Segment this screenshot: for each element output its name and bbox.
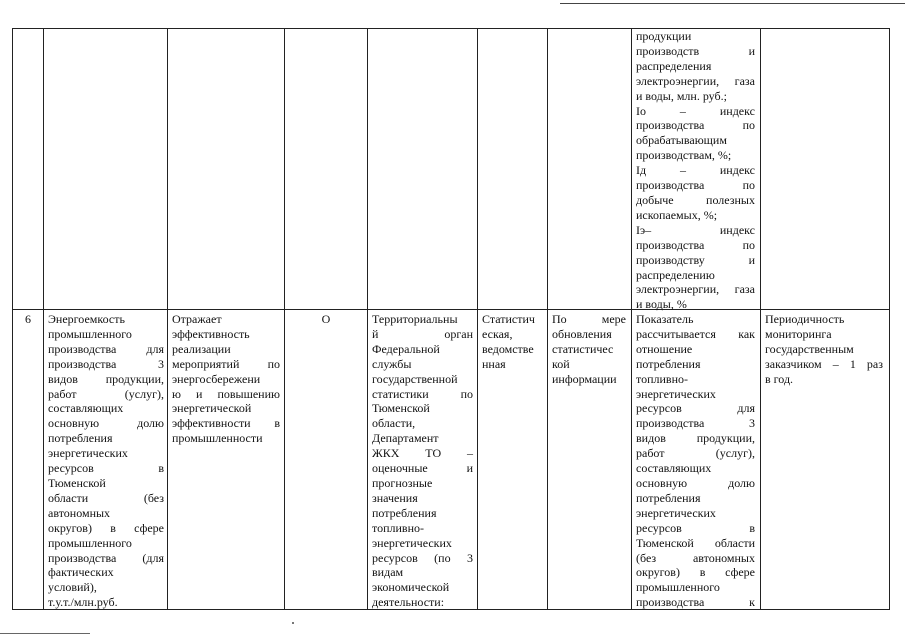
text-line: производствам, %;	[636, 148, 732, 163]
text-line: составляющих	[636, 461, 712, 476]
text-line: области (без	[48, 490, 164, 505]
text-line: нная	[482, 356, 506, 371]
text-line: государственной	[372, 371, 458, 386]
indicator-purpose-cell	[172, 312, 280, 446]
text-line: эффективность	[172, 326, 250, 341]
monitoring-cell	[765, 312, 883, 387]
data-source-cell	[372, 312, 473, 610]
text-line: округов) в сфере	[636, 565, 755, 580]
text-line: основную долю	[636, 475, 755, 490]
column-divider	[367, 28, 368, 610]
text-line: производства для	[48, 341, 164, 356]
text-line: производства по	[636, 118, 755, 133]
text-line: фактических	[48, 565, 114, 580]
indicator-type-text: О	[321, 312, 331, 326]
text-line: производства 3	[636, 416, 755, 431]
row-number	[13, 312, 43, 327]
table-border-right	[889, 28, 890, 610]
text-line: статистики по	[372, 386, 473, 401]
text-line: й орган	[372, 326, 473, 341]
formula-continuation-cell	[636, 29, 755, 312]
text-line: топливно-	[372, 520, 425, 535]
text-line: ресурсов в	[636, 520, 755, 535]
column-divider	[547, 28, 548, 610]
text-line: автономных	[48, 505, 111, 520]
text-line: ресурсов (по 3	[372, 550, 473, 565]
text-line: производств и	[636, 43, 755, 58]
text-line: Тюменской области	[636, 535, 755, 550]
text-line: и воды, %	[636, 297, 687, 312]
text-line: электроэнергии, газа	[636, 282, 755, 297]
text-line: потребления	[372, 505, 437, 520]
text-line: ископаемых, %;	[636, 207, 718, 222]
text-line: потребления	[48, 431, 113, 446]
text-line: энергетических	[636, 386, 716, 401]
text-line: отношение	[636, 341, 693, 356]
text-line: условий),	[48, 580, 97, 595]
text-line: прогнозные	[372, 475, 433, 490]
calculation-method-cell	[636, 312, 755, 610]
text-line: рассчитывается как	[636, 326, 755, 341]
text-line: статистичес	[552, 341, 614, 356]
column-divider	[43, 28, 44, 610]
text-line: ведомстве	[482, 341, 534, 356]
text-line: кой	[552, 356, 570, 371]
text-line: электроэнергии, газа	[636, 73, 755, 88]
text-line: значения	[372, 490, 418, 505]
text-line: ЖКХ ТО –	[372, 446, 473, 461]
text-line: производству и	[636, 252, 755, 267]
scan-speck	[292, 622, 294, 624]
text-line: топливно-	[636, 371, 689, 386]
text-line: Федеральной	[372, 341, 440, 356]
text-line: видов продукции,	[48, 371, 164, 386]
text-line: промышленности	[172, 431, 263, 446]
table-border-top	[12, 28, 890, 29]
text-line: энергетических	[48, 446, 128, 461]
row-divider	[12, 309, 890, 310]
text-line: (без автономных	[636, 550, 755, 565]
text-line: т.у.т./млн.руб.	[48, 595, 118, 610]
text-line: Территориальны	[372, 312, 458, 326]
column-divider	[631, 28, 632, 610]
text-line: и воды, млн. руб.;	[636, 88, 727, 103]
text-line: потребления	[636, 490, 701, 505]
text-line: мониторинга	[765, 326, 832, 341]
scan-mark-top	[560, 3, 905, 4]
text-line: Отражает	[172, 312, 222, 326]
text-line: производства к	[636, 595, 755, 610]
text-line: Статистич	[482, 312, 535, 326]
text-line: распределению	[636, 267, 715, 282]
text-line: информации	[552, 371, 617, 386]
text-line: ресурсов для	[636, 401, 755, 416]
data-form-cell	[482, 312, 546, 372]
text-line: промышленного	[48, 535, 132, 550]
text-line: энергосбережени	[172, 371, 261, 386]
text-line: составляющих	[48, 401, 124, 416]
text-line: службы	[372, 356, 412, 371]
text-line: обрабатывающим	[636, 133, 727, 148]
text-line: реализации	[172, 341, 231, 356]
text-line: обновления	[552, 326, 612, 341]
text-line: Iд – индекс	[636, 163, 755, 178]
text-line: потребления	[636, 356, 701, 371]
text-line: энергетических	[636, 505, 716, 520]
text-line: производства по	[636, 237, 755, 252]
text-line: в год.	[765, 371, 794, 386]
text-line: Департамент	[372, 431, 439, 446]
text-line: энергетических	[372, 535, 452, 550]
row-number-text: 6	[25, 312, 31, 326]
scan-mark-bottom	[0, 633, 90, 634]
column-divider	[760, 28, 761, 610]
update-frequency-cell	[552, 312, 626, 387]
text-line: заказчиком – 1 раз	[765, 356, 883, 371]
text-line: еская,	[482, 326, 513, 341]
column-divider	[167, 28, 168, 610]
text-line: производства 3	[48, 356, 164, 371]
text-line: деятельности:	[372, 595, 445, 610]
text-line: распределения	[636, 58, 712, 73]
text-line: видам	[372, 565, 404, 580]
text-line: Показатель	[636, 312, 694, 326]
text-line: Iэ– индекс	[636, 222, 755, 237]
text-line: Энергоемкость	[48, 312, 125, 326]
text-line: государственным	[765, 341, 854, 356]
text-line: добыче полезных	[636, 192, 755, 207]
text-line: основную долю	[48, 416, 164, 431]
text-line: промышленного	[636, 580, 720, 595]
text-line: промышленного	[48, 326, 132, 341]
text-line: эффективности в	[172, 416, 280, 431]
text-line: энергетической	[172, 401, 252, 416]
text-line: оценочные и	[372, 461, 473, 476]
text-line: мероприятий по	[172, 356, 280, 371]
text-line: видов продукции,	[636, 431, 755, 446]
text-line: Периодичность	[765, 312, 845, 326]
text-line: ресурсов в	[48, 461, 164, 476]
text-line: продукции	[636, 29, 692, 43]
indicator-type-cell	[285, 312, 367, 327]
text-line: производства (для	[48, 550, 164, 565]
text-line: производства по	[636, 178, 755, 193]
indicator-name-cell	[48, 312, 164, 610]
text-line: экономической	[372, 580, 450, 595]
text-line: ю и повышению	[172, 386, 280, 401]
text-line: округов) в сфере	[48, 520, 164, 535]
text-line: Тюменской	[372, 401, 430, 416]
text-line: работ (услуг),	[48, 386, 164, 401]
text-line: Iо – индекс	[636, 103, 755, 118]
text-line: По мере	[552, 312, 626, 326]
text-line: области,	[372, 416, 416, 431]
column-divider	[477, 28, 478, 610]
text-line: Тюменской	[48, 475, 106, 490]
text-line: работ (услуг),	[636, 446, 755, 461]
